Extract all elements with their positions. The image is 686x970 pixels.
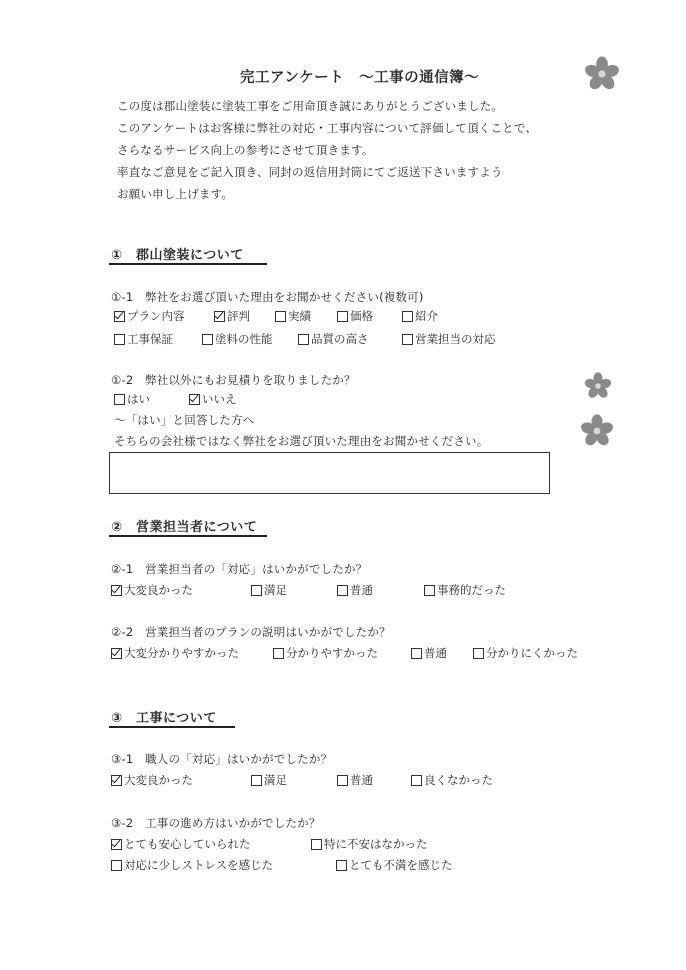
intro-line-1: この度は郡山塗装に塗装工事をご用命頂き誠にありがとうございました。 bbox=[117, 99, 504, 113]
checkbox-sales-response[interactable] bbox=[402, 331, 496, 347]
section-3-underline bbox=[109, 726, 235, 728]
checkbox-businesslike[interactable] bbox=[424, 582, 506, 598]
checkbox-track-record[interactable] bbox=[275, 308, 311, 324]
question-1-1: ①-1 弊社をお選び頂いた理由をお聞かせください(複数可) bbox=[111, 290, 424, 304]
checkbox-craftsman-average[interactable] bbox=[337, 772, 373, 788]
question-3-2: ③-2 工事の進め方はいかがでしたか？ bbox=[111, 816, 321, 830]
checkbox-box[interactable] bbox=[337, 311, 348, 322]
option-label: 普通 bbox=[350, 773, 373, 787]
intro-line-2: このアンケートはお客様に弊社の対応・工事内容について評価して頂くことで、 bbox=[117, 121, 538, 135]
section-1-underline bbox=[109, 263, 267, 265]
checkbox-box[interactable] bbox=[411, 648, 422, 659]
option-label: はい bbox=[127, 392, 150, 406]
checkbox-box[interactable] bbox=[189, 394, 200, 405]
checkbox-price[interactable] bbox=[337, 308, 373, 324]
checkbox-unclear[interactable] bbox=[473, 645, 578, 661]
option-label: 品質の高さ bbox=[311, 332, 369, 346]
checkbox-box[interactable] bbox=[214, 311, 225, 322]
option-label: 実績 bbox=[288, 309, 311, 323]
checkbox-no-concerns[interactable] bbox=[311, 836, 428, 852]
option-label: 大変分かりやすかった bbox=[124, 646, 239, 660]
option-label: プラン内容 bbox=[127, 309, 185, 323]
option-label: 紹介 bbox=[415, 309, 438, 323]
checkbox-box[interactable] bbox=[251, 775, 262, 786]
checkbox-box[interactable] bbox=[337, 775, 348, 786]
checkbox-box[interactable] bbox=[111, 775, 122, 786]
checkbox-paint-performance[interactable] bbox=[202, 331, 273, 347]
checkbox-box[interactable] bbox=[273, 648, 284, 659]
question-2-1: ②-1 営業担当者の「対応」はいかがでしたか？ bbox=[111, 562, 368, 576]
checkbox-yes[interactable] bbox=[114, 391, 150, 407]
checkbox-craftsman-very-good[interactable] bbox=[111, 772, 193, 788]
checkbox-box[interactable] bbox=[114, 394, 125, 405]
option-label: 分かりにくかった bbox=[486, 646, 578, 660]
section-2-underline bbox=[109, 535, 267, 537]
checkbox-average-2[interactable] bbox=[411, 645, 447, 661]
option-label: とても安心していられた bbox=[124, 837, 251, 851]
checkbox-box[interactable] bbox=[114, 311, 125, 322]
option-label: 満足 bbox=[264, 583, 287, 597]
option-label: 事務的だった bbox=[437, 583, 506, 597]
checkbox-very-clear[interactable] bbox=[111, 645, 239, 661]
option-label: 工事保証 bbox=[127, 332, 173, 346]
checkbox-box[interactable] bbox=[202, 334, 213, 345]
checkbox-very-good[interactable] bbox=[111, 582, 193, 598]
section-2-heading: ② 営業担当者について bbox=[111, 520, 258, 535]
checkbox-box[interactable] bbox=[111, 860, 122, 871]
checkbox-very-reassured[interactable] bbox=[111, 836, 251, 852]
checkbox-average[interactable] bbox=[337, 582, 373, 598]
option-label: 営業担当の対応 bbox=[415, 332, 496, 346]
checkbox-box[interactable] bbox=[473, 648, 484, 659]
checkbox-box[interactable] bbox=[298, 334, 309, 345]
checkbox-reputation[interactable] bbox=[214, 308, 250, 324]
option-label: 普通 bbox=[424, 646, 447, 660]
question-1-2: ①-2 弊社以外にもお見積りを取りましたか？ bbox=[111, 373, 356, 387]
checkbox-box[interactable] bbox=[424, 585, 435, 596]
checkbox-craftsman-satisfied[interactable] bbox=[251, 772, 287, 788]
checkbox-box[interactable] bbox=[251, 585, 262, 596]
option-label: 塗料の性能 bbox=[215, 332, 273, 346]
option-label: 評判 bbox=[227, 309, 250, 323]
page-title: 完工アンケート ～工事の通信簿～ bbox=[240, 70, 480, 86]
question-3-1: ③-1 職人の「対応」はいかがでしたか？ bbox=[111, 752, 333, 766]
intro-line-5: お願い申し上げます。 bbox=[117, 187, 234, 201]
cherry-blossom-icon bbox=[584, 372, 612, 400]
checkbox-referral[interactable] bbox=[402, 308, 438, 324]
question-2-2: ②-2 営業担当者のプランの説明はいかがでしたか？ bbox=[111, 625, 391, 639]
checkbox-box[interactable] bbox=[111, 839, 122, 850]
followup-note: ～「はい」と回答した方へ bbox=[114, 413, 255, 427]
option-label: いいえ bbox=[202, 392, 237, 406]
checkbox-plan[interactable] bbox=[114, 308, 185, 324]
section-3-heading: ③ 工事について bbox=[111, 711, 217, 726]
intro-line-3: さらなるサービス向上の参考にさせて頂きます。 bbox=[117, 143, 374, 157]
checkbox-box[interactable] bbox=[111, 585, 122, 596]
cherry-blossom-icon bbox=[584, 56, 620, 92]
option-label: 大変良かった bbox=[124, 583, 193, 597]
intro-line-4: 率直なご意見をご記入頂き、同封の返信用封筒にてご返送下さいますよう bbox=[117, 165, 503, 179]
option-label: 普通 bbox=[350, 583, 373, 597]
option-label: 良くなかった bbox=[424, 773, 493, 787]
checkbox-box[interactable] bbox=[402, 311, 413, 322]
checkbox-box[interactable] bbox=[275, 311, 286, 322]
option-label: 対応に少しストレスを感じた bbox=[124, 858, 274, 872]
option-label: 分かりやすかった bbox=[286, 646, 378, 660]
checkbox-very-dissatisfied[interactable] bbox=[336, 857, 453, 873]
option-label: 価格 bbox=[350, 309, 373, 323]
checkbox-box[interactable] bbox=[402, 334, 413, 345]
checkbox-craftsman-not-good[interactable] bbox=[411, 772, 493, 788]
option-label: 大変良かった bbox=[124, 773, 193, 787]
followup-question: そちらの会社様ではなく弊社をお選び頂いた理由をお聞かせください。 bbox=[114, 434, 489, 448]
section-1-heading: ① 郡山塗装について bbox=[111, 248, 244, 263]
checkbox-box[interactable] bbox=[311, 839, 322, 850]
checkbox-box[interactable] bbox=[111, 648, 122, 659]
checkbox-satisfied[interactable] bbox=[251, 582, 287, 598]
reason-answer-field[interactable] bbox=[109, 452, 550, 494]
option-label: 特に不安はなかった bbox=[324, 837, 428, 851]
checkbox-no[interactable] bbox=[189, 391, 237, 407]
cherry-blossom-icon bbox=[580, 414, 614, 448]
checkbox-box[interactable] bbox=[114, 334, 125, 345]
checkbox-box[interactable] bbox=[411, 775, 422, 786]
checkbox-box[interactable] bbox=[337, 585, 348, 596]
checkbox-quality[interactable] bbox=[298, 331, 369, 347]
option-label: 満足 bbox=[264, 773, 287, 787]
checkbox-box[interactable] bbox=[336, 860, 347, 871]
option-label: とても不満を感じた bbox=[349, 858, 453, 872]
checkbox-warranty[interactable] bbox=[114, 331, 173, 347]
checkbox-clear[interactable] bbox=[273, 645, 378, 661]
checkbox-some-stress[interactable] bbox=[111, 857, 273, 873]
